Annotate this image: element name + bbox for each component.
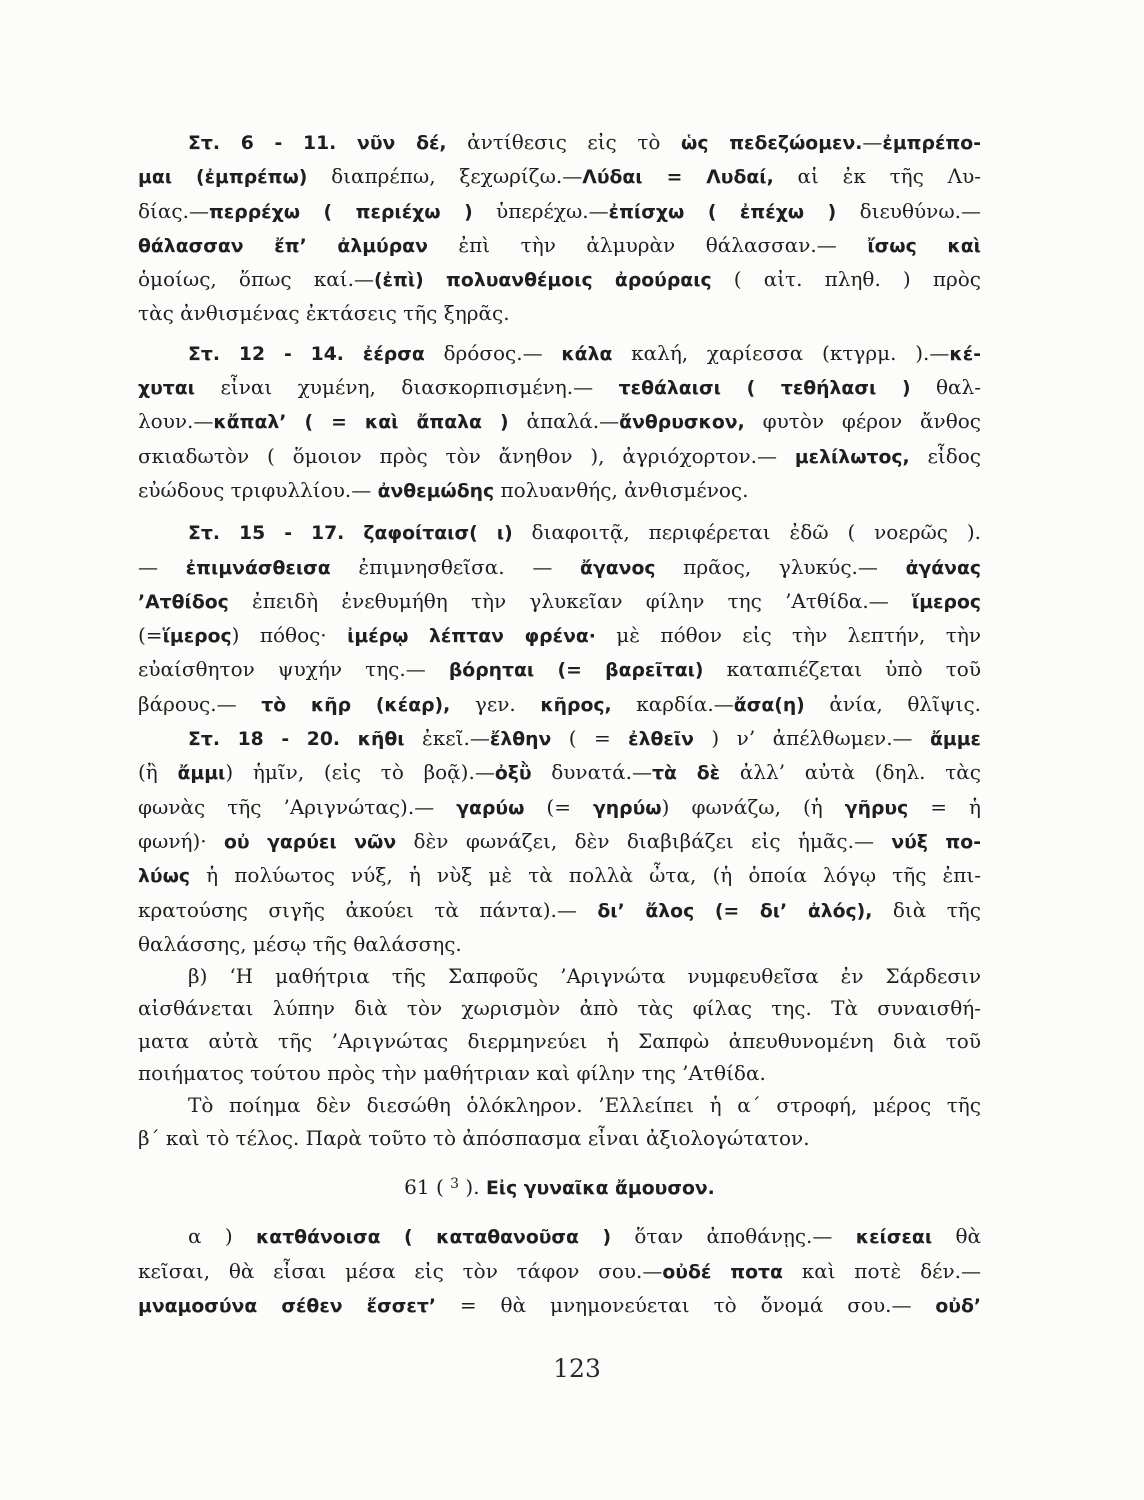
- text-line: [138, 263, 981, 297]
- text-run: ἀνία, θλῖψις.: [804, 691, 982, 716]
- text-line: [138, 1289, 981, 1323]
- text-run: ἀλλ’ αὐτὰ (δηλ. τὰς: [720, 760, 981, 785]
- headword: ἐλθεῖν: [628, 729, 694, 751]
- page-number: 123: [553, 1354, 601, 1383]
- text-run: ὅταν ἀποθάνῃς.—: [611, 1224, 856, 1249]
- text-run: β) ‘Η μαθήτρια τῆς Σαπφοῦς ’Αριγνώτα νυμφευθεῖσα ἐν Σάρδεσιν: [188, 964, 981, 989]
- text-run: φυτὸν φέρον ἄνθος: [744, 409, 982, 434]
- text-line: [138, 195, 981, 229]
- text-run: αἰσθάνεται λύπην διὰ τὸν χωρισμὸν ἀπὸ τὰς φίλας της. Τὰ συναισθή-: [138, 996, 981, 1021]
- text-line: [138, 229, 981, 263]
- headword: ἴσως καὶ: [867, 235, 981, 257]
- text-run: δρόσος.—: [424, 340, 562, 365]
- text-run: ἀντίθεσις εἰς τὸ: [446, 130, 681, 154]
- headword: τὰ δὲ: [652, 763, 721, 785]
- headword: κἄπαλ’ ( = καὶ ἄπαλα ): [213, 412, 509, 434]
- headword: κέ-: [949, 343, 981, 365]
- text-run: δυνατά.—: [531, 760, 653, 785]
- text-run: λουν.—: [138, 409, 214, 434]
- text-run: —: [862, 130, 883, 154]
- text-line: [138, 1089, 981, 1121]
- headword: νύξ πο-: [891, 831, 981, 853]
- text-run: αἱ ἐκ τῆς Λυ-: [773, 164, 981, 189]
- text-run: ποιήματος τούτου πρὸς τὴν μαθήτριαν καὶ φίλην της ’Ατθίδα.: [138, 1061, 766, 1086]
- text-run: ( =: [551, 726, 629, 751]
- headword: θάλασσαν ἔπ’ ἀλμύραν: [138, 235, 428, 257]
- headword: Στ. 6 - 11. νῦν δέ,: [188, 133, 447, 154]
- text-line: [138, 1057, 981, 1089]
- text-run: ἐπειδὴ ἐνεθυμήθη τὴν γλυκεῖαν φίλην της ’Ατθίδα.—: [228, 588, 912, 613]
- text-run: β΄ καὶ τὸ τέλος. Παρὰ τοῦτο τὸ ἀπόσπασμα εἶναι ἀξιολογώτατον.: [138, 1125, 810, 1150]
- headword: ἐπιμνάσθεισα: [185, 557, 331, 579]
- text-line: [138, 1220, 981, 1254]
- headword: ἄγανος: [580, 557, 656, 579]
- headword: γηρύω: [593, 797, 662, 819]
- headword: ἄμμε: [930, 729, 981, 751]
- text-line: [138, 405, 981, 439]
- text-run: = ἡ: [908, 794, 981, 819]
- headword: Εἰς γυναῖκα ἄμουσον.: [485, 1177, 715, 1199]
- headword: ἵμερος: [162, 626, 232, 648]
- headword: κείσεαι: [855, 1227, 933, 1249]
- headword: ἄνθρυσκον,: [619, 412, 745, 434]
- headword: μελίλωτος,: [794, 446, 910, 468]
- text-run: διευθύνω.—: [836, 198, 981, 223]
- text-line: [138, 1122, 981, 1154]
- headword: ἐπίσχω ( ἐπέχω ): [608, 201, 837, 223]
- text-run: βάρους.—: [138, 691, 262, 716]
- text-line: [138, 859, 981, 893]
- text-run: ἐπὶ τὴν ἀλμυρὰν θάλασσαν.—: [427, 232, 868, 257]
- text-run: θαλάσσης, μέσῳ τῆς θαλάσσης.: [138, 931, 462, 956]
- headword: οὐ γαρύει νῶν: [223, 831, 397, 853]
- text-run: 61 (: [404, 1174, 451, 1199]
- headword: ὀξῢ: [494, 763, 532, 785]
- text-run: Τὸ ποίημα δὲν διεσώθη ὁλόκληρον. ’Ελλείπει ἡ α΄ στροφή, μέρος τῆς: [188, 1093, 981, 1118]
- headword: Στ. 18 - 20. κῆθι: [188, 729, 405, 751]
- text-run: ) ἡμῖν, (εἰς τὸ βοᾷ).—: [225, 760, 495, 785]
- text-run: ).: [459, 1174, 486, 1199]
- text-line: [138, 960, 981, 992]
- text-line: [138, 894, 981, 928]
- text-line: [138, 516, 981, 550]
- headword: μαι (ἐμπρέπω): [138, 167, 308, 189]
- headword: βόρηται (= βαρεῖται): [448, 660, 704, 682]
- text-run: εὐαίσθητον ψυχήν της.—: [138, 657, 449, 682]
- headword: (ἐπὶ) πολυανθέμοις ἀρούραις: [373, 270, 712, 292]
- text-run: εὐώδους τριφυλλίου.—: [138, 477, 378, 502]
- headword: γαρύω: [456, 797, 525, 819]
- text-run: εἶναι χυμένη, διασκορπισμένη.—: [195, 375, 619, 400]
- section-heading: [138, 1171, 981, 1205]
- text-run: γεν.: [450, 691, 541, 716]
- headword: Στ. 15 - 17. ζαφοίταισ( ι): [188, 523, 513, 545]
- text-run: —: [138, 554, 186, 579]
- headword: Λύδαι = Λυδαί,: [582, 167, 774, 189]
- text-run: τὰς ἀνθισμένας ἐκτάσεις τῆς ξηρᾶς.: [138, 301, 510, 326]
- headword: οὐδέ ποτα: [662, 1261, 783, 1283]
- text-run: = θὰ μνημονεύεται τὸ ὄνομά σου.—: [435, 1292, 936, 1317]
- headword: δι’ ἄλος (= δι’ ἀλός),: [597, 900, 873, 922]
- text-run: δίας.—: [138, 198, 209, 223]
- text-run: (=: [138, 623, 163, 648]
- headword: ἀγάνας: [905, 557, 982, 579]
- text-line: [138, 551, 981, 585]
- headword: ἰμέρῳ λέπταν φρένα·: [347, 626, 596, 648]
- text-run: κρατούσης σιγῆς ἀκούει τὰ πάντα).—: [138, 897, 598, 922]
- text-run: ) ν’ ἀπέλθωμεν.—: [693, 726, 930, 751]
- text-run: καταπιέζεται ὑπὸ τοῦ: [703, 657, 981, 682]
- text-run: ἐκεῖ.—: [404, 726, 490, 751]
- superscript-number: 3: [450, 1175, 460, 1192]
- text-run: μὲ πόθον εἰς τὴν λεπτήν, τὴν: [595, 623, 982, 648]
- text-run: ) πόθος·: [231, 623, 348, 648]
- headword: ὡς πεδεζώομεν.: [681, 133, 863, 154]
- text-line: [138, 1025, 981, 1057]
- headword: ἵμερος: [911, 591, 981, 613]
- headword: οὐδ’: [935, 1295, 982, 1317]
- headword: μναμοσύνα σέθεν ἔσσετ’: [138, 1295, 436, 1317]
- text-run: πρᾶος, γλυκύς.—: [655, 554, 906, 579]
- text-run: κεῖσαι, θὰ εἶσαι μέσα εἰς τὸν τάφον σου.—: [138, 1258, 663, 1283]
- text-run: θὰ: [932, 1224, 982, 1249]
- headword: κῆρος,: [540, 694, 612, 716]
- headword: λύως: [138, 866, 191, 888]
- text-line: [138, 756, 981, 790]
- text-line: [138, 585, 981, 619]
- text-run: θαλ-: [910, 375, 981, 400]
- text-line: [138, 474, 981, 508]
- text-run: φωνὰς τῆς ’Αριγνώτας).—: [138, 794, 457, 819]
- text-line: [138, 297, 981, 329]
- text-run: πολυανθής, ἀνθισμένος.: [494, 477, 749, 502]
- text-line: [138, 722, 981, 756]
- text-line: [138, 928, 981, 960]
- text-run: ὑπερέχω.—: [472, 198, 609, 223]
- text-line: [138, 619, 981, 653]
- text-run: ) φωνάζω, (ἡ: [661, 794, 845, 819]
- text-line: [138, 1255, 981, 1289]
- text-line: [138, 688, 981, 722]
- text-run: α ): [188, 1224, 256, 1249]
- headword: τεθάλαισι ( τεθήλασι ): [618, 378, 911, 400]
- text-run: ἡ πολύωτος νύξ, ἡ νὺξ μὲ τὰ πολλὰ ὦτα, (ἡ ὁποία λόγῳ τῆς ἐπι-: [190, 863, 981, 888]
- text-line: [138, 371, 981, 405]
- headword: γῆρυς: [844, 797, 909, 819]
- text-line: [138, 160, 981, 194]
- text-line: [138, 825, 981, 859]
- body-text: [138, 126, 981, 1323]
- text-run: ( αἰτ. πληθ. ) πρὸς: [711, 267, 982, 292]
- text-run: δὲν φωνάζει, δὲν διαβιβάζει εἰς ἡμᾶς.—: [396, 828, 892, 853]
- text-run: σκιαδωτὸν ( ὅμοιον πρὸς τὸν ἄνηθον ), ἀγριόχορτον.—: [138, 443, 795, 468]
- text-run: φωνή)·: [138, 828, 224, 853]
- text-run: καὶ ποτὲ δέν.—: [782, 1258, 981, 1283]
- text-run: διαφοιτᾷ, περιφέρεται ἐδῶ ( νοερῶς ).: [512, 520, 981, 545]
- text-line: [138, 653, 981, 687]
- headword: Στ. 12 - 14. ἐέρσα: [188, 343, 425, 365]
- headword: κάλα: [561, 343, 613, 365]
- headword: ἐμπρέπο-: [882, 133, 981, 154]
- headword: ἀνθεμώδης: [377, 480, 495, 502]
- text-line: [138, 126, 981, 160]
- text-run: καρδία.—: [611, 691, 734, 716]
- headword: ἄσα(η): [733, 694, 805, 716]
- text-run: καλή, χαρίεσσα (κτγρμ. ).—: [612, 340, 950, 365]
- headword: ἔλθην: [489, 729, 552, 751]
- text-line: [138, 791, 981, 825]
- headword: κατθάνοισα ( καταθανοῦσα ): [255, 1227, 612, 1249]
- headword: περρέχω ( περιέχω ): [208, 201, 473, 223]
- text-line: [138, 337, 981, 371]
- text-run: (=: [524, 794, 594, 819]
- text-run: (ἢ: [138, 760, 178, 785]
- text-line: [138, 440, 981, 474]
- text-run: ἐπιμνησθεῖσα. —: [330, 554, 581, 579]
- text-run: εἶδος: [909, 443, 981, 468]
- text-run: ἁπαλά.—: [508, 409, 620, 434]
- text-run: διὰ τῆς: [872, 897, 981, 922]
- text-line: [138, 992, 981, 1024]
- headword: τὸ κῆρ (κέαρ),: [261, 694, 451, 716]
- text-run: ὁμοίως, ὅπως καί.—: [138, 267, 374, 292]
- text-run: ματα αὐτὰ τῆς ’Αριγνώτας διερμηνεύει ἡ Σαπφὼ ἀπευθυνομένη διὰ τοῦ: [138, 1028, 981, 1053]
- headword: χυται: [138, 378, 196, 400]
- headword: ἄμμι: [177, 763, 226, 785]
- headword: ’Ατθίδος: [138, 591, 229, 613]
- text-run: διαπρέπω, ξεχωρίζω.—: [307, 164, 583, 189]
